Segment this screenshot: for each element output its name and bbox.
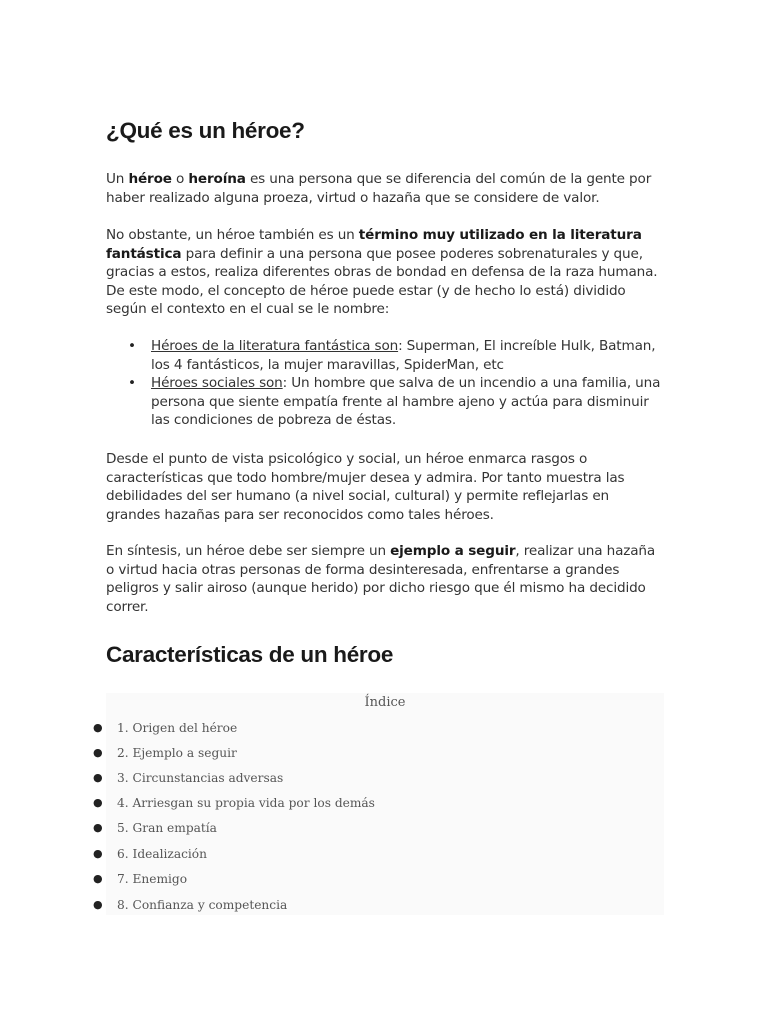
bold-text: término muy utilizado en la literatura fantástica [106,227,642,262]
paragraph-psychology: Desde el punto de vista psicológico y social, un héroe enmarca rasgos o características que todo hombre/mujer desea y admira. Por tanto muestra las debilidades del ser humano (a nivel social, cultural) y permite reflejarlas en grandes hazañas para ser reconocidos como tales héroes. [106,451,625,523]
table-of-contents [93,693,664,915]
bullet-icon: ● [93,721,103,734]
paragraph-definition [106,170,666,207]
toc-link[interactable]: 4. Arriesgan su propia vida por los demás [117,796,375,810]
text: o [171,171,189,187]
text: , realizar una hazaña o virtud hacia otras personas de forma desinteresada, enfrentarse a grandes peligros y salir airoso (aunque herido) por dicho riesgo que él mismo ha decidido correr. [106,543,656,615]
text: No obstante, un héroe también es un [106,227,359,243]
list-item [106,374,668,430]
toc-link[interactable]: 3. Circunstancias adversas [117,771,284,785]
bold-text: ejemplo a seguir [390,543,516,559]
toc-link[interactable]: 1. Origen del héroe [117,721,238,735]
bold-text: heroína [188,171,246,187]
text: Un [106,171,129,187]
bullet-icon: ● [93,796,103,809]
page-title: ¿Qué es un héroe? [106,118,305,143]
toc-link[interactable]: 6. Idealización [117,847,207,861]
text: para definir a una persona que posee poderes sobrenaturales y que, gracias a estos, realiza diferentes obras de bondad en defensa de la raza humana. De este modo, el concepto de héroe puede estar (y de hecho lo está) dividido según el contexto en el cual se le nombre: [106,245,658,318]
list-item [106,337,668,374]
bullet-icon: ● [93,898,103,911]
underlined-label: Héroes de la literatura fantástica son [151,338,399,354]
bullet-icon: ● [93,746,103,759]
paragraph-literature [106,226,666,319]
section-title: Características de un héroe [106,642,394,667]
paragraph-synthesis [106,542,666,616]
bullet-icon: ● [93,847,103,860]
text: En síntesis, un héroe debe ser siempre un [106,543,391,559]
toc-link[interactable]: 5. Gran empatía [117,821,217,835]
toc-link[interactable]: 2. Ejemplo a seguir [117,746,237,760]
text: es una persona que se diferencia del común de la gente por haber realizado alguna proeza, virtud o hazaña que se considere de valor. [106,171,652,206]
toc-title: Índice [364,695,406,710]
toc-link[interactable]: 8. Confianza y competencia [117,898,288,912]
text: : Un hombre que salva de un incendio a una familia, una persona que siente empatía frente al hambre ajeno y actúa para disminuir las condiciones de pobreza de éstas. [151,375,661,429]
text: : Superman, El increíble Hulk, Batman, los 4 fantásticos, la mujer maravillas, SpiderMan, etc [151,338,656,373]
bold-text: héroe [128,171,172,187]
bullet-icon: ● [93,771,103,784]
hero-types-list [106,337,668,430]
toc-link[interactable]: 7. Enemigo [117,872,188,886]
bullet-icon: ● [93,821,103,834]
underlined-label: Héroes sociales son [151,375,283,392]
bullet-icon: ● [93,872,103,885]
